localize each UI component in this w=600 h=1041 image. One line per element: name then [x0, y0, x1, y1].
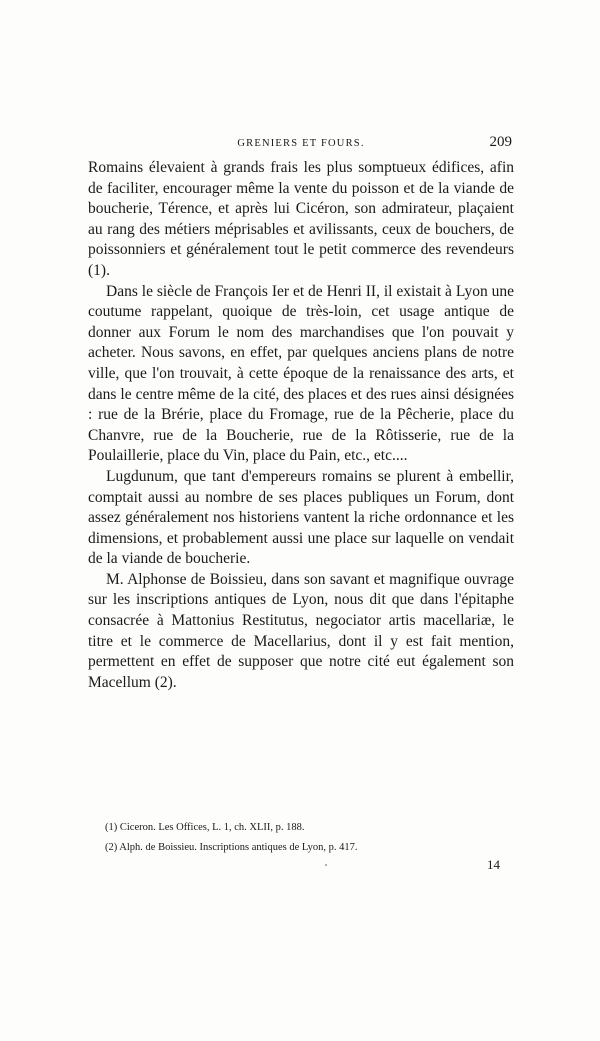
- page-header: [88, 134, 514, 156]
- footnote-1: (1) Ciceron. Les Offices, L. 1, ch. XLII, p. 188.: [105, 822, 305, 833]
- paragraph-1: Romains élevaient à grands frais les plus somptueux édifices, afin de faciliter, encourager même la vente du poisson et de la viande de boucherie, Térence, et après lui Cicéron, son admirateur, plaçaient au rang des métiers méprisables et avilissants, ceux de bouchers, de poissonniers et généralement tout le petit commerce des revendeurs (1).: [88, 159, 514, 279]
- paragraph-2: Dans le siècle de François Ier et de Henri II, il existait à Lyon une coutume rappelant, quoique de très-loin, cet usage antique de donner aux Forum le nom des marchandises que l'on pouvait y acheter. Nous savons, en effet, par quelques anciens plans de notre ville, que l'on trouvait, à cette époque de la renaissance des arts, et dans le centre même de la cité, des places et des rues ainsi désignées : rue de la Brérie, place du Fromage, rue de la Pêcherie, place du Chanvre, rue de la Boucherie, rue de la Rôtisserie, rue de la Poulaillerie, place du Vin, place du Pain, etc., etc....: [88, 282, 514, 465]
- footnotes: [105, 818, 515, 858]
- signature-mark: 14: [487, 857, 500, 872]
- paragraph-4: M. Alphonse de Boissieu, dans son savant et magnifique ouvrage sur les inscriptions antiques de Lyon, nous dit que dans l'épitaphe consacrée à Mattonius Restitutus, negociator artis macellariæ, le titre et le commerce de Macellarius, dont il y est fait mention, permettent en effet de supposer que notre cité eut également son Macellum (2).: [88, 570, 514, 691]
- body-text: [88, 158, 514, 693]
- page-number: 209: [489, 134, 512, 150]
- paragraph-3: Lugdunum, que tant d'empereurs romains se plurent à embellir, comptait aussi au nombre de ses places publiques un Forum, dont assez généralement nos historiens vantent la riche ordonnance et les dimensions, et probablement aussi une place sur laquelle on vendait de la viande de boucherie.: [88, 467, 514, 568]
- stray-dot: [325, 864, 327, 866]
- footnote-2: (2) Alph. de Boissieu. Inscriptions antiques de Lyon, p. 417.: [105, 842, 358, 853]
- running-title: GRENIERS ET FOURS.: [237, 138, 365, 149]
